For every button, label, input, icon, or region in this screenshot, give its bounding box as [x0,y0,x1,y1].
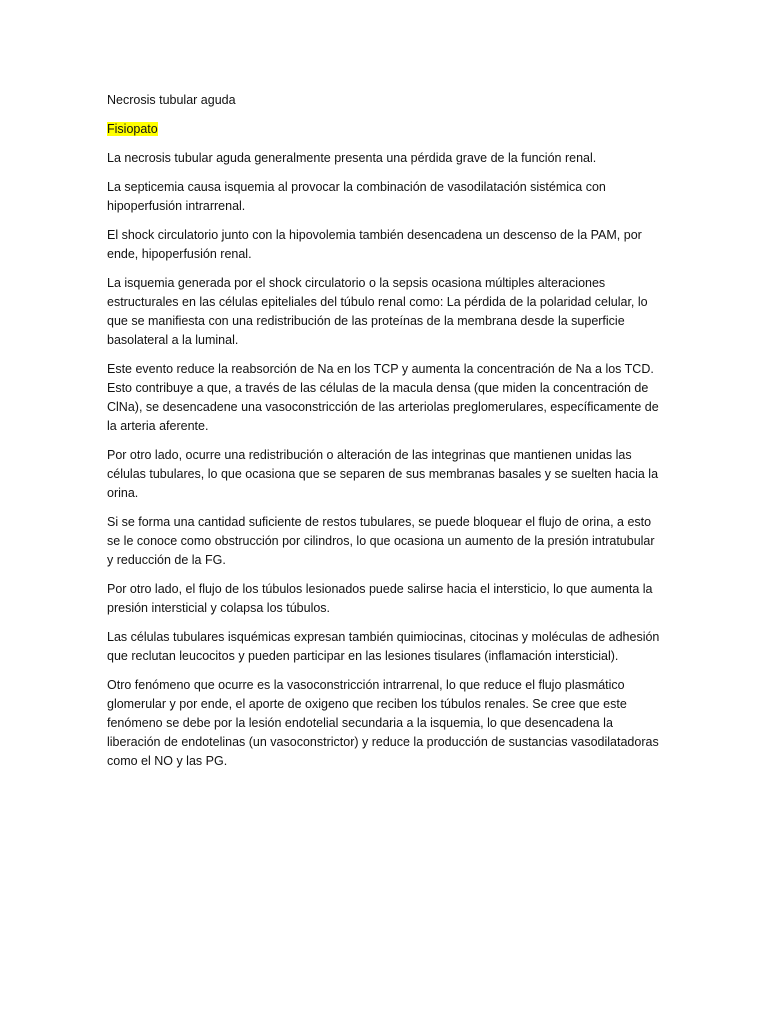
section-heading [107,120,663,139]
highlighted-heading-text: Fisiopato [107,122,158,136]
paragraph-9: Las células tubulares isquémicas expresan también quimiocinas, citocinas y moléculas de adhesión que reclutan leucocitos y pueden participar en las lesiones tisulares (inflamación intersticial). [107,630,660,663]
paragraph-2: La septicemia causa isquemia al provocar la combinación de vasodilatación sistémica con hipoperfusión intrarrenal. [107,180,606,213]
paragraph-8: Por otro lado, el flujo de los túbulos lesionados puede salirse hacia el intersticio, lo que aumenta la presión intersticial y colapsa los túbulos. [107,582,653,615]
paragraph-1: La necrosis tubular aguda generalmente presenta una pérdida grave de la función renal. [107,151,597,165]
paragraph-10: Otro fenómeno que ocurre es la vasoconstricción intrarrenal, lo que reduce el flujo plasmático glomerular y por ende, el aporte de oxigeno que reciben los túbulos renales. Se cree que este fenómeno se debe por la lesión endotelial secundaria a la isquemia, lo que desencadena la liberación de endotelinas (un vasoconstrictor) y reduce la producción de sustancias vasodilatadoras como el NO y las PG. [107,678,659,768]
document-body [107,91,663,781]
document-title: Necrosis tubular aguda [107,93,236,107]
paragraph-3: El shock circulatorio junto con la hipovolemia también desencadena un descenso de la PAM, por ende, hipoperfusión renal. [107,228,642,261]
paragraph-5: Este evento reduce la reabsorción de Na en los TCP y aumenta la concentración de Na a los TCD. Esto contribuye a que, a través de las células de la macula densa (que miden la concentración de ClNa), se desencadene una vasoconstricción de las arteriolas preglomerulares, específicamente de la arteria aferente. [107,362,659,433]
paragraph-4: La isquemia generada por el shock circulatorio o la sepsis ocasiona múltiples alteraciones estructurales en las células epiteliales del túbulo renal como: La pérdida de la polaridad celular, lo que se manifiesta con una redistribución de las proteínas de la membrana desde la superficie basolateral a la luminal. [107,276,648,347]
paragraph-6: Por otro lado, ocurre una redistribución o alteración de las integrinas que mantienen unidas las células tubulares, lo que ocasiona que se separen de sus membranas basales y se suelten hacia la orina. [107,448,659,500]
paragraph-7: Si se forma una cantidad suficiente de restos tubulares, se puede bloquear el flujo de orina, a esto se le conoce como obstrucción por cilindros, lo que ocasiona un aumento de la presión intratubular y reducción de la FG. [107,515,655,567]
